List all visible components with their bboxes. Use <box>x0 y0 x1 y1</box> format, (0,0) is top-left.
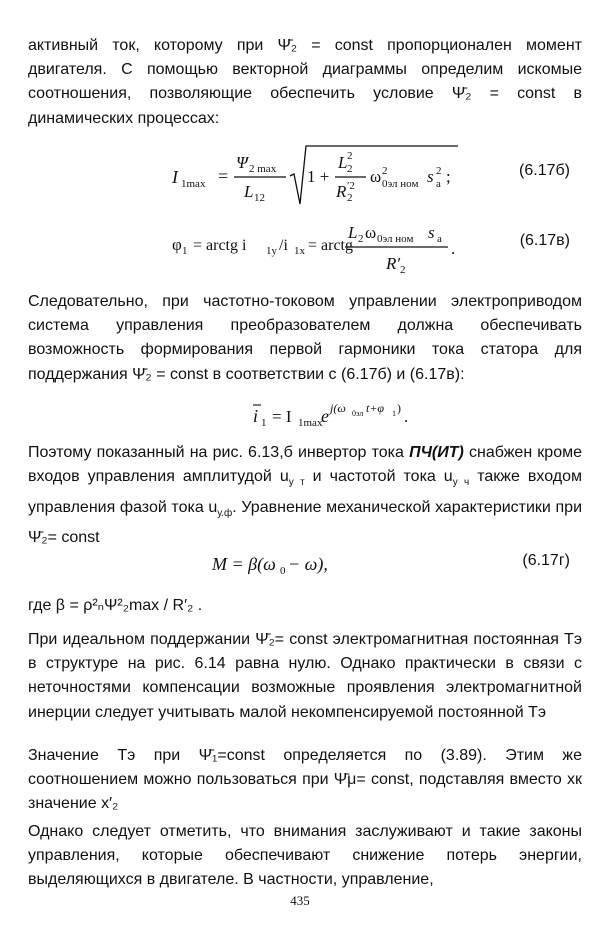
eq2-period: . <box>451 239 456 258</box>
paragraph-3-part-a: Поэтому показанный на рис. 6.13,б инвертор тока <box>28 444 410 461</box>
eq2-num-omega: ω <box>365 223 377 242</box>
paragraph-3-sub-frequency: у ч <box>452 477 470 489</box>
eq2-den: R′ <box>386 254 401 273</box>
eq1-equals: = <box>218 166 229 186</box>
eq1-inner-L: L <box>338 153 348 172</box>
equation-6-17b <box>0 140 600 210</box>
converter-label: ПЧ(ИТ) <box>409 444 464 461</box>
eq2-slash: /i <box>279 237 288 254</box>
eq2-num-s-sub: a <box>437 233 442 245</box>
eq1-denominator: L <box>244 182 254 201</box>
equation-current-vector-svg <box>0 392 600 436</box>
eq1-omega-sub: 0эл ном <box>382 178 419 190</box>
eq1-omega-sup: 2 <box>382 165 388 177</box>
eq1-inner-R-sub: 2 <box>347 192 353 204</box>
eq3-period: . <box>404 407 409 426</box>
eq1-s-sub: a <box>436 178 441 190</box>
eq3-exp-sub2: 1 <box>392 409 396 418</box>
eq2-num-L: L <box>348 223 358 242</box>
paragraph-3-part-f: . Уравнение механической характеристики при Ψ̄₂= const <box>28 498 583 546</box>
equation-6-17g-svg <box>0 548 600 584</box>
eq1-denominator-sub: 12 <box>254 192 265 204</box>
eq2-i1y-sub: 1y <box>266 245 277 257</box>
eq1-s-sup: 2 <box>436 165 442 177</box>
eq2-i1x-sub: 1x <box>294 245 305 257</box>
eq1-inner-L-sup: 2 <box>347 150 353 162</box>
eq1-numerator-sub: 2 max <box>249 163 277 175</box>
paragraph-3-part-e: также входом управления фазой тока u <box>28 468 583 516</box>
eq3-e: e <box>321 406 329 426</box>
eq3-exp-sub: 0эл <box>352 409 364 418</box>
eq2-num-L-sub: 2 <box>358 233 364 245</box>
eq4-sub: 0 <box>280 565 286 577</box>
equation-6-17v <box>0 216 600 286</box>
eq2-number: (6.17в) <box>519 232 570 249</box>
eq3-eq-I: = I <box>272 407 292 426</box>
eq3-i: i <box>253 406 259 426</box>
eq2-phi: φ <box>172 235 182 254</box>
eq4-text: M = β(ω <box>212 554 276 574</box>
eq1-numerator: Ψ <box>236 153 248 172</box>
equation-current-vector <box>0 392 600 436</box>
paragraph-4: где β = ρ²ₙΨ²₂max / R′₂ . <box>28 597 203 614</box>
paragraph-3 <box>28 441 582 550</box>
equation-6-17b-svg <box>0 140 600 210</box>
eq2-phi-sub: 1 <box>182 245 188 257</box>
paragraph-1: активный ток, которому при Ψ̄₂ = const пропорционален момент двигателя. С помощью векторной диаграммы определим искомые соотношения, позволяющие обеспечить условие Ψ̄₂ = const в динамических процессах: <box>28 37 582 127</box>
eq2-den-sub: 2 <box>400 264 406 276</box>
eq3-I-sub: 1max <box>298 417 323 429</box>
page-number: 435 <box>290 893 310 908</box>
paragraph-3-part-c: снабжен кроме входов управления амплитудой u <box>28 444 583 486</box>
eq1-lhs-sub: 1max <box>181 178 206 190</box>
paragraph-6: Значение Tэ при Ψ̄₁=const определяется по (3.89). Этим же соотношением можно пользоваться при Ψ̄μ= const, подставляя вместо xк значение x′₂ <box>28 747 582 813</box>
eq3-exp-rest: t+φ <box>366 401 385 415</box>
paragraph-3-sub-amplitude: у т <box>288 477 305 489</box>
eq2-arctg-2: = arctg <box>308 237 353 254</box>
eq1-semicolon: ; <box>446 167 451 186</box>
eq2-num-omega-sub: 0эл ном <box>377 233 414 245</box>
paragraph-5: При идеальном поддержании Ψ̄₂= const электромагнитная постоянная Tэ в структуре на рис. 6.14 равна нулю. Однако практически в связи с неточностями компенсации возможные проявления электромагнитной инерции следует учитывать малой некомпенсируемой постоянной Tэ <box>28 631 582 721</box>
eq1-inner-L-sub: 2 <box>347 163 353 175</box>
eq3-i-sub: 1 <box>261 417 267 429</box>
eq1-number: (6.17б) <box>519 162 570 179</box>
eq1-omega: ω <box>370 167 382 186</box>
eq1-one-plus: 1 + <box>307 167 330 186</box>
eq3-exp-close: ) <box>397 401 401 415</box>
eq4-number: (6.17г) <box>522 552 570 569</box>
paragraph-7: Однако следует отметить, что внимания заслуживают и такие законы управления, которые обеспечивают снижение потерь энергии, выделяющихся в двигателе. В частности, управление, <box>28 823 582 889</box>
equation-6-17g <box>0 548 600 584</box>
eq1-s: s <box>427 167 434 186</box>
eq2-arctg: = arctg i <box>193 237 247 254</box>
eq4-rest: − ω), <box>288 554 328 574</box>
paragraph-2: Следовательно, при частотно-токовом управлении электроприводом система управления преобразователем должна обеспечивать возможность формирования первой гармоники тока статора для поддержания Ψ̄₂ = const в соответствии с (6.17б) и (6.17в): <box>28 293 582 383</box>
eq3-exp: j(ω <box>330 401 346 415</box>
paragraph-3-part-d: и частотой тока u <box>304 468 453 486</box>
eq1-inner-R: R <box>336 182 347 201</box>
eq1-inner-R-sup: ′2 <box>347 180 355 192</box>
eq2-num-s: s <box>428 223 435 242</box>
eq1-lhs: I <box>172 167 178 187</box>
paragraph-3-sub-phase: у.ф <box>217 507 233 519</box>
equation-6-17v-svg <box>0 216 600 286</box>
